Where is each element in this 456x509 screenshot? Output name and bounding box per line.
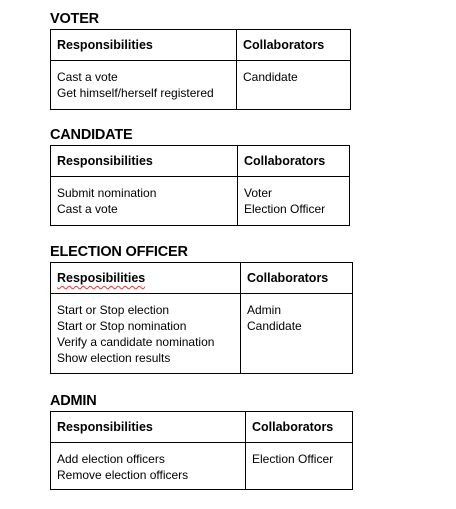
table-body-row [51,443,353,490]
responsibility-item: Verify a candidate nomination [57,335,215,349]
collaborators-header: Collaborators [238,146,350,177]
table-header-row [51,146,350,177]
crc-table-election-officer [50,262,353,374]
responsibility-item: Cast a vote [57,202,118,216]
responsibilities-header: Responsibilities [51,30,237,61]
responsibilities-header: Responsibilities [51,412,246,443]
table-body-row [51,61,351,110]
responsibilities-header [51,263,241,294]
collaborators-cell [241,294,353,374]
responsibility-item: Add election officers [57,452,165,466]
responsibilities-header-text: Resposibilities [57,271,146,285]
responsibility-item: Cast a vote [57,70,118,84]
responsibilities-header: Responsibilities [51,146,238,177]
collaborator-item: Voter [244,186,273,200]
card-title-election-officer: ELECTION OFFICER [50,244,188,260]
card-title-voter: VOTER [50,11,99,27]
responsibility-item: Get himself/herself registered [57,86,214,100]
responsibilities-cell [51,294,241,374]
collaborator-item: Candidate [243,70,298,84]
card-title-candidate: CANDIDATE [50,127,133,143]
collaborators-cell [237,61,351,110]
collaborators-cell [238,177,350,226]
collaborators-header: Collaborators [241,263,353,294]
responsibility-item: Show election results [57,351,171,365]
collaborators-header: Collaborators [246,412,353,443]
table-header-row [51,263,353,294]
card-title-admin: ADMIN [50,393,97,409]
responsibility-item: Start or Stop election [57,303,170,317]
table-body-row [51,177,350,226]
table-header-row [51,30,351,61]
responsibilities-cell [51,443,246,490]
table-header-row [51,412,353,443]
collaborators-cell [246,443,353,490]
crc-table-admin [50,411,353,490]
crc-table-voter [50,29,351,110]
responsibilities-cell [51,177,238,226]
collaborator-item: Admin [247,303,282,317]
responsibility-item: Start or Stop nomination [57,319,187,333]
table-body-row [51,294,353,374]
collaborator-item: Election Officer [252,452,334,466]
crc-table-candidate [50,145,350,226]
collaborator-item: Election Officer [244,202,326,216]
collaborators-header: Collaborators [237,30,351,61]
responsibility-item: Submit nomination [57,186,157,200]
responsibility-item: Remove election officers [57,468,189,482]
collaborator-item: Candidate [247,319,302,333]
responsibilities-cell [51,61,237,110]
